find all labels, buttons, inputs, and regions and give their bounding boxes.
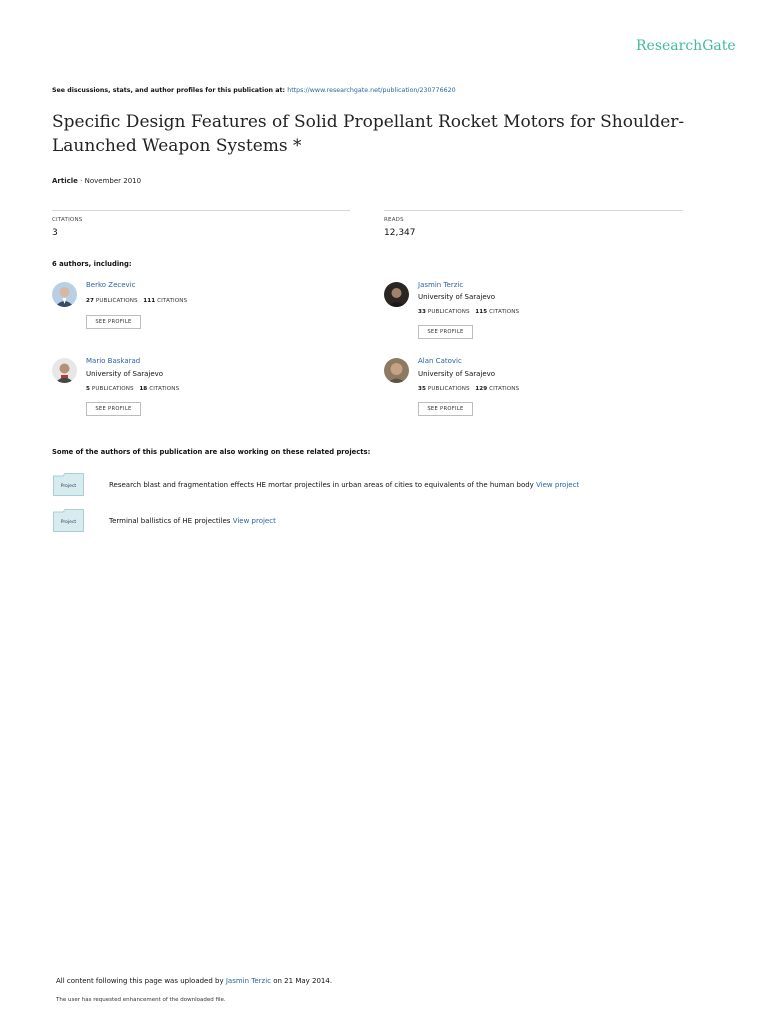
citations-divider bbox=[52, 210, 350, 211]
citations-label: CITATIONS bbox=[149, 386, 180, 392]
author-avatar[interactable] bbox=[384, 358, 409, 383]
reads-divider bbox=[384, 210, 683, 211]
project-folder-icon[interactable] bbox=[53, 509, 84, 532]
project-folder-icon[interactable] bbox=[53, 473, 84, 496]
publication-type: Article bbox=[52, 177, 78, 185]
upload-note-suffix: on 21 May 2014. bbox=[271, 977, 333, 985]
publication-url-link[interactable]: https://www.researchgate.net/publication/230776620 bbox=[287, 87, 456, 94]
publication-title: Specific Design Features of Solid Propellant Rocket Motors for Shoulder-Launched Weapon Systems * bbox=[52, 112, 685, 156]
see-profile-button[interactable]: SEE PROFILE bbox=[86, 402, 141, 416]
author-stats bbox=[418, 386, 519, 392]
publication-date: November 2010 bbox=[84, 177, 142, 185]
reads-label: READS bbox=[384, 217, 404, 223]
publications-label: PUBLICATIONS bbox=[95, 298, 138, 304]
author-stats bbox=[418, 309, 519, 315]
author-publications-count: 35 bbox=[418, 386, 426, 392]
project-item bbox=[109, 481, 579, 489]
person-icon bbox=[52, 358, 77, 383]
authors-heading: 6 authors, including: bbox=[52, 260, 132, 268]
uploader-link[interactable]: Jasmin Terzic bbox=[225, 977, 272, 985]
citations-label: CITATIONS bbox=[489, 309, 520, 315]
citations-label: CITATIONS bbox=[489, 386, 520, 392]
reads-value: 12,347 bbox=[384, 228, 416, 238]
project-title: Terminal ballistics of HE projectiles bbox=[109, 517, 231, 525]
upload-note-prefix: All content following this page was uploaded by bbox=[56, 977, 226, 985]
project-folder-label: Project bbox=[60, 484, 77, 489]
meta-separator: · bbox=[77, 177, 85, 185]
author-avatar[interactable] bbox=[384, 282, 409, 307]
publications-label: PUBLICATIONS bbox=[427, 386, 470, 392]
see-profile-button[interactable]: SEE PROFILE bbox=[418, 402, 473, 416]
author-name-link[interactable]: Alan Catovic bbox=[418, 357, 462, 365]
projects-heading: Some of the authors of this publication are also working on these related projects: bbox=[52, 448, 371, 456]
author-citations-count: 115 bbox=[475, 309, 488, 315]
author-name-link[interactable]: Berko Zecevic bbox=[86, 281, 136, 289]
author-publications-count: 27 bbox=[86, 298, 94, 304]
upload-note bbox=[56, 977, 332, 985]
author-affiliation: University of Sarajevo bbox=[86, 370, 164, 378]
enhancement-note: The user has requested enhancement of the downloaded file. bbox=[56, 997, 226, 1003]
project-item bbox=[109, 517, 276, 525]
author-publications-count: 5 bbox=[86, 386, 90, 392]
author-name-link[interactable]: Mario Baskarad bbox=[86, 357, 141, 365]
author-citations-count: 111 bbox=[143, 298, 156, 304]
author-stats bbox=[86, 386, 179, 392]
source-line-prefix: See discussions, stats, and author profiles for this publication at: bbox=[52, 87, 288, 94]
person-icon bbox=[384, 358, 409, 383]
source-line bbox=[52, 87, 456, 94]
author-avatar[interactable] bbox=[52, 282, 77, 307]
publication-meta bbox=[52, 177, 141, 185]
author-name-link[interactable]: Jasmin Terzic bbox=[418, 281, 464, 289]
author-citations-count: 18 bbox=[139, 386, 148, 392]
person-icon bbox=[384, 282, 409, 307]
author-stats bbox=[86, 298, 187, 304]
citations-label: CITATIONS bbox=[157, 298, 188, 304]
view-project-link[interactable]: View project bbox=[536, 481, 580, 489]
publications-label: PUBLICATIONS bbox=[427, 309, 470, 315]
see-profile-button[interactable]: SEE PROFILE bbox=[418, 325, 473, 339]
publications-label: PUBLICATIONS bbox=[91, 386, 134, 392]
author-avatar[interactable] bbox=[52, 358, 77, 383]
citations-value: 3 bbox=[52, 228, 58, 238]
project-title: Research blast and fragmentation effects HE mortar projectiles in urban areas of cities to equivalents of the human body bbox=[109, 481, 534, 489]
project-folder-label: Project bbox=[60, 520, 77, 525]
citations-label: CITATIONS bbox=[52, 217, 83, 223]
author-publications-count: 33 bbox=[418, 309, 426, 315]
person-icon bbox=[52, 282, 77, 307]
researchgate-logo[interactable]: ResearchGate bbox=[636, 38, 736, 54]
view-project-link[interactable]: View project bbox=[232, 517, 276, 525]
author-citations-count: 129 bbox=[475, 386, 488, 392]
author-affiliation: University of Sarajevo bbox=[418, 293, 496, 301]
author-affiliation: University of Sarajevo bbox=[418, 370, 496, 378]
see-profile-button[interactable]: SEE PROFILE bbox=[86, 315, 141, 329]
